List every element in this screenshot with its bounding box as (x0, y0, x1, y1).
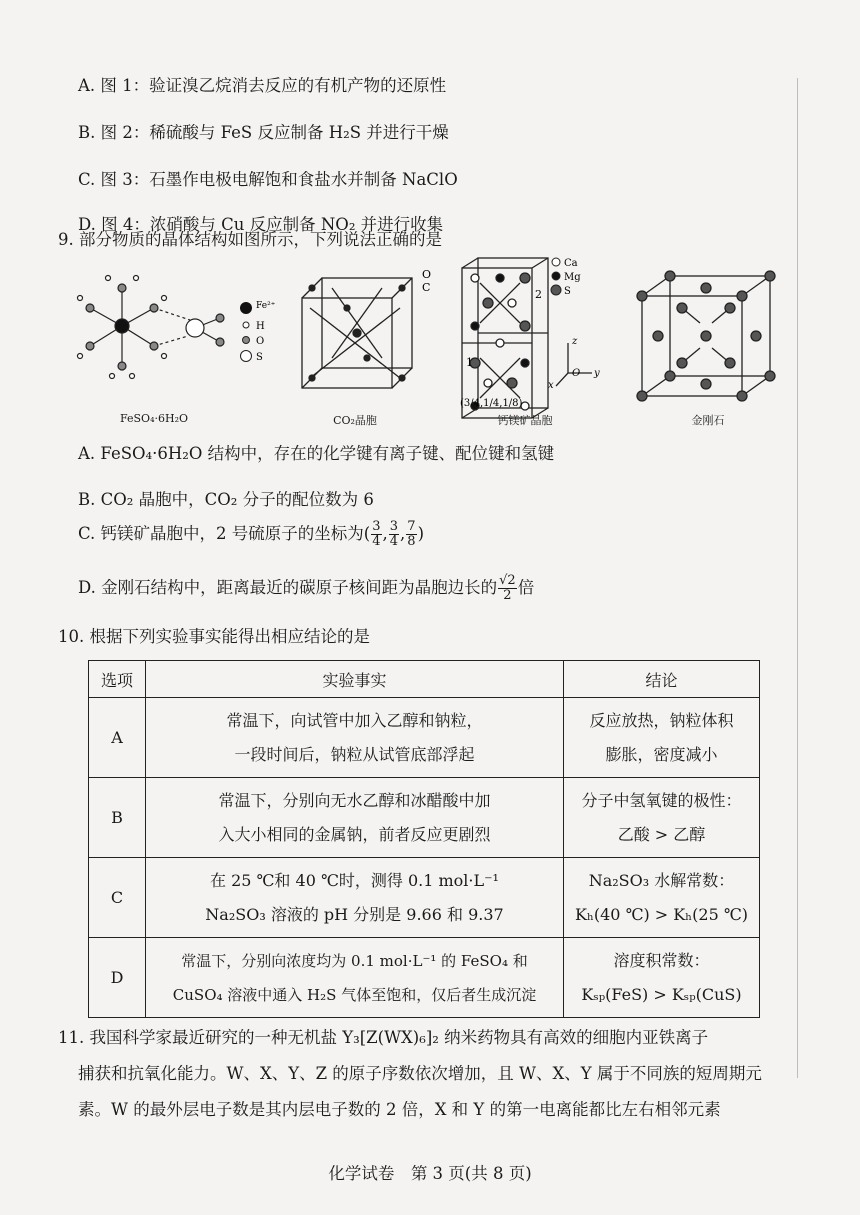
row-conclusion: 溶度积常数： Kₛₚ(FeS) > Kₛₚ(CuS) (564, 938, 760, 1018)
cell-label-1: 1 (466, 356, 473, 369)
row-fact: 常温下，分别向无水乙醇和冰醋酸中加 入大小相同的金属钠，前者反应更剧烈 (146, 778, 564, 858)
q9-option-d: D. 金刚石结构中，距离最近的碳原子核间距为晶胞边长的 $\frac{√2}{2}$ 倍 (78, 573, 535, 603)
legend-h: H (256, 321, 265, 332)
row-fact: 在 25 ℃和 40 ℃时，测得 0.1 mol·L⁻¹ Na₂SO₃ 溶液的 pH 分别是 9.66 和 9.37 (146, 858, 564, 938)
axis-x: x (548, 380, 554, 391)
legend-s: S (256, 352, 263, 363)
header-fact: 实验事实 (146, 661, 564, 698)
q8-option-c: C. 图 3：石墨作电极电解饱和食盐水并制备 NaClO (78, 170, 458, 189)
q11-line-3: 素。W 的最外层电子数是其内层电子数的 2 倍，X 和 Y 的第一电离能都比左右相邻元素 (78, 1100, 721, 1119)
row-conclusion: 反应放热，钠粒体积 膨胀，密度减小 (564, 698, 760, 778)
diamond-cell (637, 271, 775, 401)
q9-option-a: A. FeSO₄·6H₂O 结构中，存在的化学键有离子键、配位键和氢键 (78, 444, 555, 463)
axis-y: y (594, 368, 600, 379)
q8-option-d: D. 图 4：浓硝酸与 Cu 反应制备 NO₂ 并进行收集 (78, 215, 444, 234)
legend-o: O (256, 336, 265, 347)
axis-z: z (572, 336, 578, 347)
row-fact: 常温下，分别向浓度均为 0.1 mol·L⁻¹ 的 FeSO₄ 和 CuSO₄ 溶液中通入 H₂S 气体至饱和，仅后者生成沉淀 (146, 938, 564, 1018)
table-row (89, 778, 760, 858)
table-row (89, 698, 760, 778)
caption-diamond: 金刚石 (691, 414, 725, 427)
caption-feso4: FeSO₄·6H₂O (119, 412, 189, 425)
co2-label-o: O (422, 268, 432, 281)
header-conclusion: 结论 (564, 661, 760, 698)
camg-legend (551, 258, 561, 295)
legend-fe: Fe²⁺ (256, 301, 276, 311)
q11-line-2: 捕获和抗氧化能力。W、X、Y、Z 的原子序数依次增加，且 W、X、Y 属于不同族的短周期元 (78, 1064, 762, 1083)
row-option: D (89, 938, 146, 1018)
q10-stem: 10. 根据下列实验事实能得出相应结论的是 (58, 627, 370, 646)
q9-crystal-figures (70, 248, 790, 433)
q11-line-1: 11. 我国科学家最近研究的一种无机盐 Y₃[Z(WX)₆]₂ 纳米药物具有高效的细胞内亚铁离子 (58, 1028, 709, 1047)
row-option: C (89, 858, 146, 938)
table-header-row (89, 661, 760, 698)
row-option: B (89, 778, 146, 858)
cell-label-2: 2 (535, 288, 542, 301)
q8-option-b: B. 图 2：稀硫酸与 FeS 反应制备 H₂S 并进行干燥 (78, 123, 449, 142)
q9-option-c: C. 钙镁矿晶胞中，2 号硫原子的坐标为( $\frac{3}{4}$ , $\frac{3}{4}$ , $\frac{7}{8}$ ) (78, 519, 424, 549)
row-conclusion: Na₂SO₃ 水解常数： Kₕ(40 ℃) > Kₕ(25 ℃) (564, 858, 760, 938)
table-row (89, 858, 760, 938)
legend-ca: Ca (564, 258, 578, 269)
co2-cell (302, 278, 412, 388)
row-option: A (89, 698, 146, 778)
caption-co2: CO₂晶胞 (333, 414, 377, 427)
feso4-legend (240, 302, 252, 362)
header-option: 选项 (89, 661, 146, 698)
cell-label-coord: (3/4,1/4,1/8) (460, 398, 523, 409)
q10-experiment-table (88, 660, 760, 1018)
caption-camg: 钙镁矿晶胞 (497, 414, 553, 427)
crystal-structures-diagram (70, 248, 790, 433)
co2-label-c: C (422, 281, 431, 294)
legend-s2: S (564, 286, 571, 297)
page-footer: 化学试卷 第 3 页(共 8 页) (328, 1164, 532, 1183)
q9-stem: 9. 部分物质的晶体结构如图所示，下列说法正确的是 (58, 230, 442, 249)
row-conclusion: 分子中氢氧键的极性： 乙酸 > 乙醇 (564, 778, 760, 858)
feso4-structure (78, 276, 225, 379)
legend-mg: Mg (564, 272, 581, 283)
q8-option-a: A. 图 1：验证溴乙烷消去反应的有机产物的还原性 (78, 76, 447, 95)
row-fact: 常温下，向试管中加入乙醇和钠粒， 一段时间后，钠粒从试管底部浮起 (146, 698, 564, 778)
axis-origin: O (572, 368, 581, 379)
page-edge-line (797, 78, 798, 1078)
table-row (89, 938, 760, 1018)
q9-option-b: B. CO₂ 晶胞中，CO₂ 分子的配位数为 6 (78, 490, 374, 509)
